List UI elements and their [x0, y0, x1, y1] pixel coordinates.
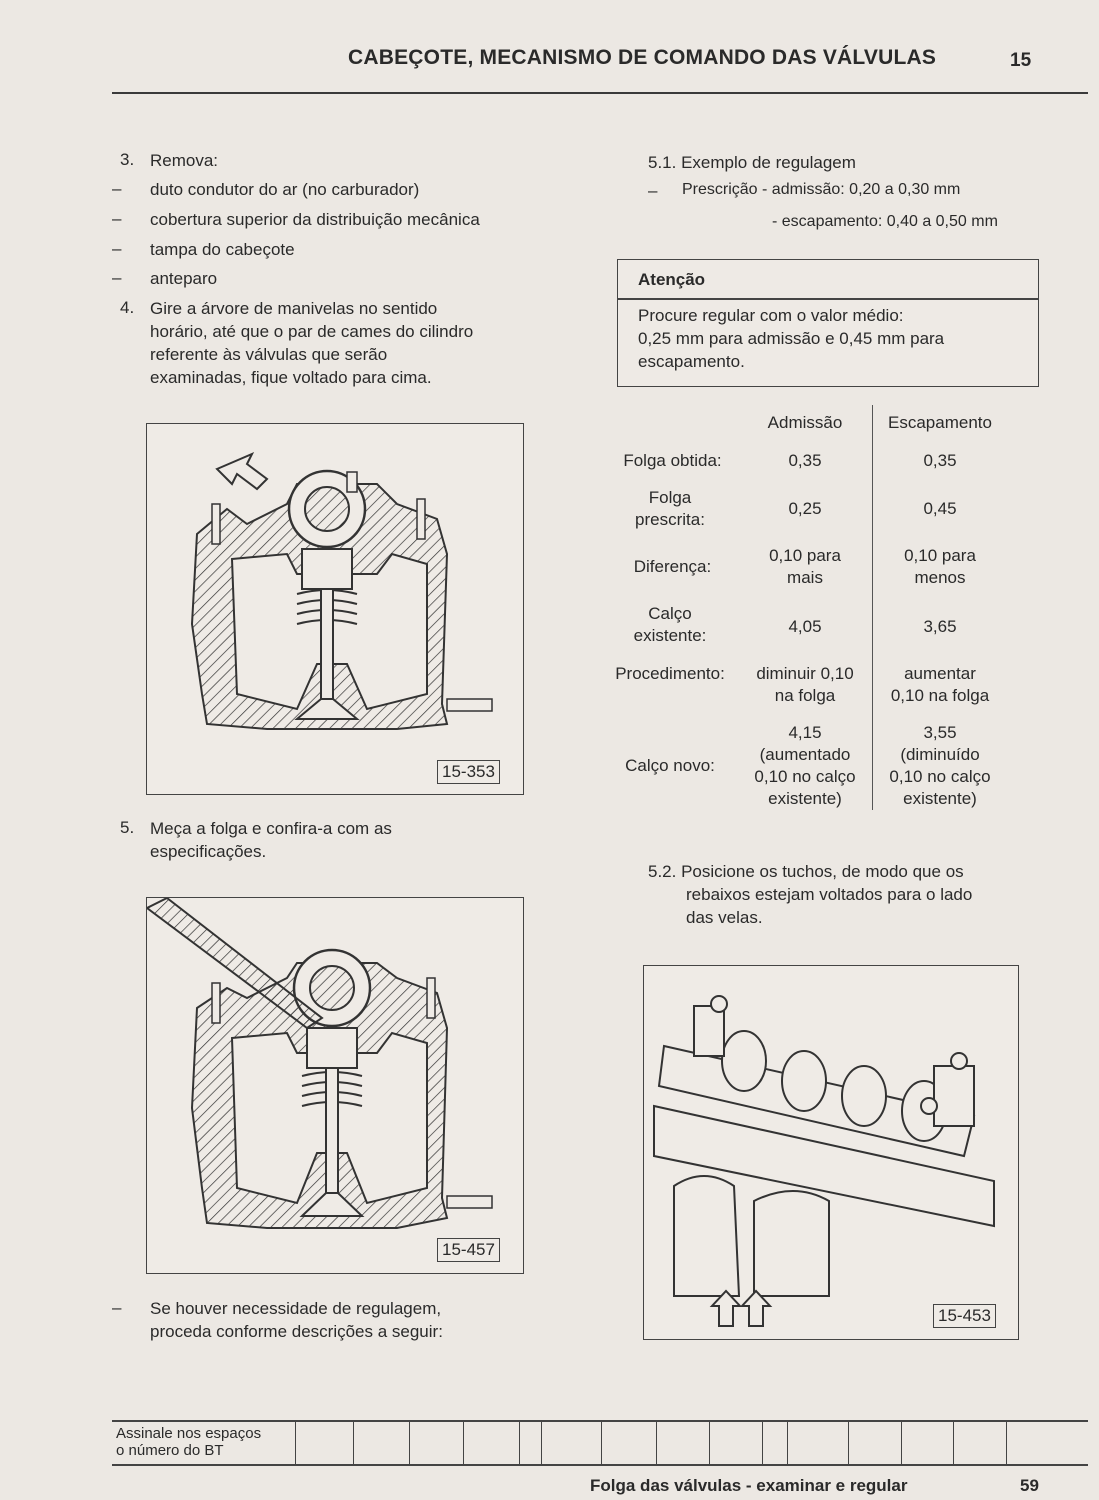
note-text [150, 1297, 530, 1343]
table-cell-exhaust: 3,65 [923, 617, 957, 636]
cell-line: existente) [903, 789, 977, 808]
cell-line: existente) [768, 789, 842, 808]
text-line: Meça a folga e confira-a com as [150, 819, 392, 838]
cell-line: 0,10 na folga [890, 686, 990, 705]
text-line: examinadas, fique voltado para cima. [150, 368, 432, 387]
table-cell-admission: 0,25 [788, 499, 822, 518]
cell-line: (diminuído [900, 745, 980, 764]
step-3-title: Remova: [150, 151, 219, 170]
cell-line: (aumentado [759, 745, 851, 764]
header-rule [112, 92, 1088, 94]
bullet-dash: – [112, 268, 122, 287]
bt-number-box[interactable] [787, 1420, 788, 1464]
figure-feeler-gauge [146, 897, 524, 1274]
section-5-1-title: 5.1. Exemplo de regulagem [648, 153, 856, 172]
attention-divider [618, 298, 1038, 300]
bullet-dash: – [112, 239, 122, 258]
cell-line: diminuir 0,10 [756, 664, 854, 683]
text-line: Gire a árvore de manivelas no sentido [150, 299, 438, 318]
table-cell-exhaust [875, 722, 1005, 810]
table-col-header: Admissão [767, 413, 843, 432]
table-divider [872, 405, 873, 810]
cell-line: 3,55 [923, 723, 957, 742]
bullet-dash: – [648, 181, 658, 200]
regulation-table [600, 405, 1020, 815]
chapter-number: 15 [1010, 50, 1032, 71]
bt-number-box[interactable] [519, 1420, 520, 1464]
bt-number-box[interactable] [953, 1420, 954, 1464]
figure-valve-cam-up [146, 423, 524, 795]
table-cell-exhaust: 0,45 [923, 499, 957, 518]
text-line: Assinale nos espaços [116, 1425, 262, 1442]
bt-number-box[interactable] [901, 1420, 902, 1464]
attention-title: Atenção [638, 270, 706, 289]
table-cell-admission: 0,35 [788, 451, 822, 470]
text-line: horário, até que o par de cames do cilindro [150, 322, 474, 341]
table-cell-admission [740, 722, 870, 810]
step-3-number: 3. [120, 150, 135, 169]
table-row-label [600, 487, 740, 531]
bt-number-box[interactable] [601, 1420, 602, 1464]
footer-note [116, 1425, 261, 1459]
prescription-admission: Prescrição - admissão: 0,20 a 0,30 mm [682, 181, 961, 198]
text-line: das velas. [686, 908, 763, 927]
bt-number-box[interactable] [709, 1420, 710, 1464]
text-line: 5.2. Posicione os tuchos, de modo que os [648, 862, 964, 881]
label-line: prescrita: [635, 510, 705, 529]
footer-bottom-rule [112, 1464, 1088, 1466]
bt-number-box[interactable] [656, 1420, 657, 1464]
table-cell-exhaust [875, 545, 1005, 589]
bt-number-box[interactable] [1006, 1420, 1007, 1464]
step-4-text [150, 297, 550, 389]
table-row-label: Diferença: [633, 557, 712, 576]
step-3-item: anteparo [150, 269, 218, 288]
text-line: o número do BT [116, 1442, 224, 1459]
bullet-dash: – [112, 179, 122, 198]
cell-line: menos [914, 568, 966, 587]
bullet-dash: – [112, 209, 122, 228]
figure-label: 15-453 [933, 1304, 996, 1328]
bt-number-box[interactable] [463, 1420, 464, 1464]
bt-number-box[interactable] [762, 1420, 763, 1464]
bt-number-box[interactable] [409, 1420, 410, 1464]
valve-cross-section-drawing [147, 424, 523, 794]
cell-line: na folga [774, 686, 836, 705]
page-title: CABEÇOTE, MECANISMO DE COMANDO DAS VÁLVULAS [348, 46, 937, 69]
step-3-item: tampa do cabeçote [150, 240, 295, 259]
label-line: Calço [648, 604, 692, 623]
footer-top-rule [112, 1420, 1088, 1422]
table-row-label: Calço novo: [625, 756, 715, 775]
text-line: proceda conforme descrições a seguir: [150, 1322, 443, 1341]
text-line: especificações. [150, 842, 267, 861]
figure-label: 15-353 [437, 760, 500, 784]
table-cell-admission: 4,05 [788, 617, 822, 636]
table-cell-exhaust [875, 663, 1005, 707]
label-line: existente: [633, 626, 707, 645]
section-5-2-text [648, 860, 1048, 929]
cell-line: aumentar [904, 664, 976, 683]
step-4-number: 4. [120, 298, 135, 317]
text-line: rebaixos estejam voltados para o lado [686, 885, 973, 904]
footer-title: Folga das válvulas - examinar e regular [590, 1476, 908, 1495]
footer-page-number: 59 [1020, 1476, 1039, 1495]
text-line: Procure regular com o valor médio: [638, 306, 904, 325]
cell-line: 0,10 no calço [889, 767, 991, 786]
bt-number-box[interactable] [848, 1420, 849, 1464]
figure-tappets-position [643, 965, 1019, 1340]
table-row-label [600, 603, 740, 647]
step-3-item: duto condutor do ar (no carburador) [150, 180, 420, 199]
cell-line: 4,15 [788, 723, 822, 742]
camshaft-tappets-drawing [644, 966, 1018, 1339]
cell-line: mais [787, 568, 823, 587]
text-line: Se houver necessidade de regulagem, [150, 1299, 442, 1318]
table-col-header: Escapamento [888, 413, 992, 432]
bt-number-box[interactable] [353, 1420, 354, 1464]
table-cell-exhaust: 0,35 [923, 451, 957, 470]
bt-number-box[interactable] [295, 1420, 296, 1464]
step-3-item: cobertura superior da distribuição mecânica [150, 210, 480, 229]
bullet-dash: – [112, 1298, 122, 1317]
label-line: Folga [648, 488, 692, 507]
table-cell-admission [745, 545, 865, 589]
bt-number-box[interactable] [541, 1420, 542, 1464]
cell-line: 0,10 no calço [754, 767, 856, 786]
step-5-number: 5. [120, 818, 135, 837]
text-line: 0,25 mm para admissão e 0,45 mm para [638, 329, 945, 348]
attention-box [617, 259, 1039, 387]
table-row-label: Folga obtida: [623, 451, 722, 470]
text-line: referente às válvulas que serão [150, 345, 388, 364]
table-cell-admission [740, 663, 870, 707]
figure-label: 15-457 [437, 1238, 500, 1262]
table-row-label: Procedimento: [615, 664, 725, 683]
prescription-exhaust: - escapamento: 0,40 a 0,50 mm [772, 213, 998, 230]
cell-line: 0,10 para [904, 546, 976, 565]
feeler-gauge-drawing [147, 898, 523, 1273]
cell-line: 0,10 para [769, 546, 841, 565]
attention-text [638, 304, 944, 373]
step-5-text [150, 817, 510, 863]
text-line: escapamento. [638, 352, 745, 371]
